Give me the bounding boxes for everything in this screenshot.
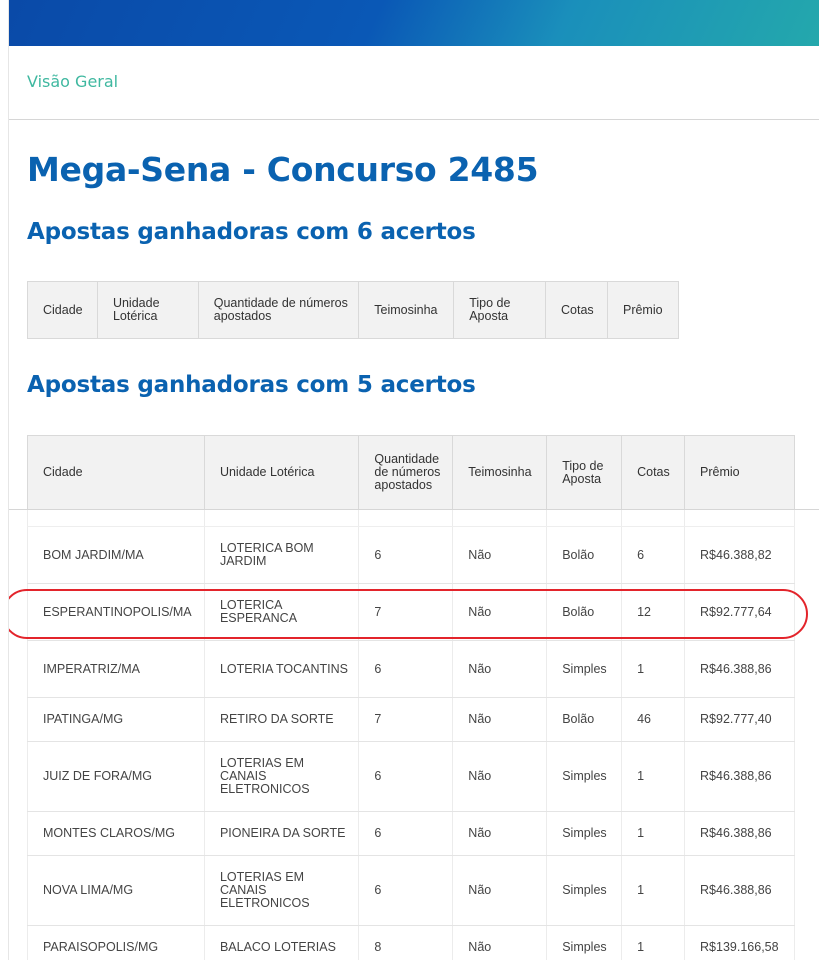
column-header-premio: Prêmio (685, 436, 795, 510)
table-row (28, 527, 795, 584)
column-header-tipo-aposta: Tipo de Aposta (547, 436, 622, 510)
column-header-quantidade: Quantidade de números apostados (359, 436, 453, 510)
column-header-cidade: Cidade (28, 282, 98, 339)
table-row (28, 641, 795, 698)
cell-premio: R$46.388,86 (685, 812, 795, 856)
column-header-teimosinha: Teimosinha (359, 282, 454, 339)
section-title-6-hits: Apostas ganhadoras com 6 acertos (27, 219, 476, 245)
spacer-row (28, 510, 795, 527)
cell-premio: R$46.388,82 (685, 527, 795, 584)
cell-tipo-aposta: Bolão (547, 527, 622, 584)
breadcrumb-visao-geral[interactable]: Visão Geral (27, 72, 119, 91)
cell-unidade-loterica: LOTERICA BOM JARDIM (204, 527, 358, 584)
table-row (28, 856, 795, 926)
column-header-cidade: Cidade (28, 436, 205, 510)
winners-6-hits-table (27, 281, 679, 339)
table-row (28, 698, 795, 742)
cell-quantidade: 6 (359, 812, 453, 856)
cell-cidade: IPATINGA/MG (28, 698, 205, 742)
cell-teimosinha: Não (453, 812, 547, 856)
column-header-cotas: Cotas (622, 436, 685, 510)
cell-quantidade: 6 (359, 856, 453, 926)
top-banner (9, 0, 819, 46)
column-header-premio: Prêmio (607, 282, 678, 339)
cell-cidade: MONTES CLAROS/MG (28, 812, 205, 856)
cell-tipo-aposta: Simples (547, 926, 622, 960)
cell-unidade-loterica: PIONEIRA DA SORTE (204, 812, 358, 856)
column-header-cotas: Cotas (546, 282, 608, 339)
winners-5-hits-table (27, 435, 795, 960)
column-header-unidade-loterica: Unidade Lotérica (204, 436, 358, 510)
cell-premio: R$92.777,40 (685, 698, 795, 742)
scroll-divider-line (9, 509, 819, 510)
table-row (28, 742, 795, 812)
cell-teimosinha: Não (453, 856, 547, 926)
cell-premio: R$139.166,58 (685, 926, 795, 960)
cell-premio: R$46.388,86 (685, 856, 795, 926)
cell-cotas: 12 (622, 584, 685, 641)
cell-quantidade: 7 (359, 584, 453, 641)
table-row (28, 812, 795, 856)
cell-tipo-aposta: Bolão (547, 584, 622, 641)
table-row-highlighted (28, 584, 795, 641)
cell-cidade: JUIZ DE FORA/MG (28, 742, 205, 812)
cell-cotas: 1 (622, 926, 685, 960)
cell-cotas: 1 (622, 812, 685, 856)
cell-tipo-aposta: Simples (547, 641, 622, 698)
cell-cotas: 46 (622, 698, 685, 742)
cell-cotas: 1 (622, 856, 685, 926)
cell-cotas: 1 (622, 742, 685, 812)
section-title-5-hits: Apostas ganhadoras com 5 acertos (27, 372, 476, 398)
cell-cidade: IMPERATRIZ/MA (28, 641, 205, 698)
page-title: Mega-Sena - Concurso 2485 (27, 150, 539, 189)
cell-cotas: 6 (622, 527, 685, 584)
cell-unidade-loterica: RETIRO DA SORTE (204, 698, 358, 742)
column-header-tipo-aposta: Tipo de Aposta (454, 282, 546, 339)
cell-tipo-aposta: Simples (547, 812, 622, 856)
cell-premio: R$46.388,86 (685, 742, 795, 812)
cell-unidade-loterica: LOTERIA TOCANTINS (204, 641, 358, 698)
cell-tipo-aposta: Simples (547, 856, 622, 926)
header-divider (9, 119, 819, 120)
cell-premio: R$92.777,64 (685, 584, 795, 641)
cell-quantidade: 6 (359, 742, 453, 812)
table-row (28, 926, 795, 960)
page (8, 0, 819, 960)
table-header-row (28, 282, 679, 339)
cell-premio: R$46.388,86 (685, 641, 795, 698)
cell-quantidade: 6 (359, 641, 453, 698)
cell-cidade: ESPERANTINOPOLIS/MA (28, 584, 205, 641)
cell-unidade-loterica: BALACO LOTERIAS (204, 926, 358, 960)
cell-quantidade: 7 (359, 698, 453, 742)
cell-teimosinha: Não (453, 527, 547, 584)
cell-cidade: NOVA LIMA/MG (28, 856, 205, 926)
cell-tipo-aposta: Bolão (547, 698, 622, 742)
cell-teimosinha: Não (453, 584, 547, 641)
column-header-unidade-loterica: Unidade Lotérica (97, 282, 198, 339)
table-header-row (28, 436, 795, 510)
cell-cidade: PARAISOPOLIS/MG (28, 926, 205, 960)
cell-unidade-loterica: LOTERICA ESPERANCA (204, 584, 358, 641)
cell-teimosinha: Não (453, 698, 547, 742)
cell-teimosinha: Não (453, 641, 547, 698)
column-header-quantidade: Quantidade de números apostados (198, 282, 359, 339)
cell-unidade-loterica: LOTERIAS EM CANAIS ELETRONICOS (204, 742, 358, 812)
column-header-teimosinha: Teimosinha (453, 436, 547, 510)
cell-unidade-loterica: LOTERIAS EM CANAIS ELETRONICOS (204, 856, 358, 926)
cell-quantidade: 6 (359, 527, 453, 584)
cell-quantidade: 8 (359, 926, 453, 960)
cell-cotas: 1 (622, 641, 685, 698)
cell-tipo-aposta: Simples (547, 742, 622, 812)
cell-teimosinha: Não (453, 926, 547, 960)
cell-teimosinha: Não (453, 742, 547, 812)
cell-cidade: BOM JARDIM/MA (28, 527, 205, 584)
